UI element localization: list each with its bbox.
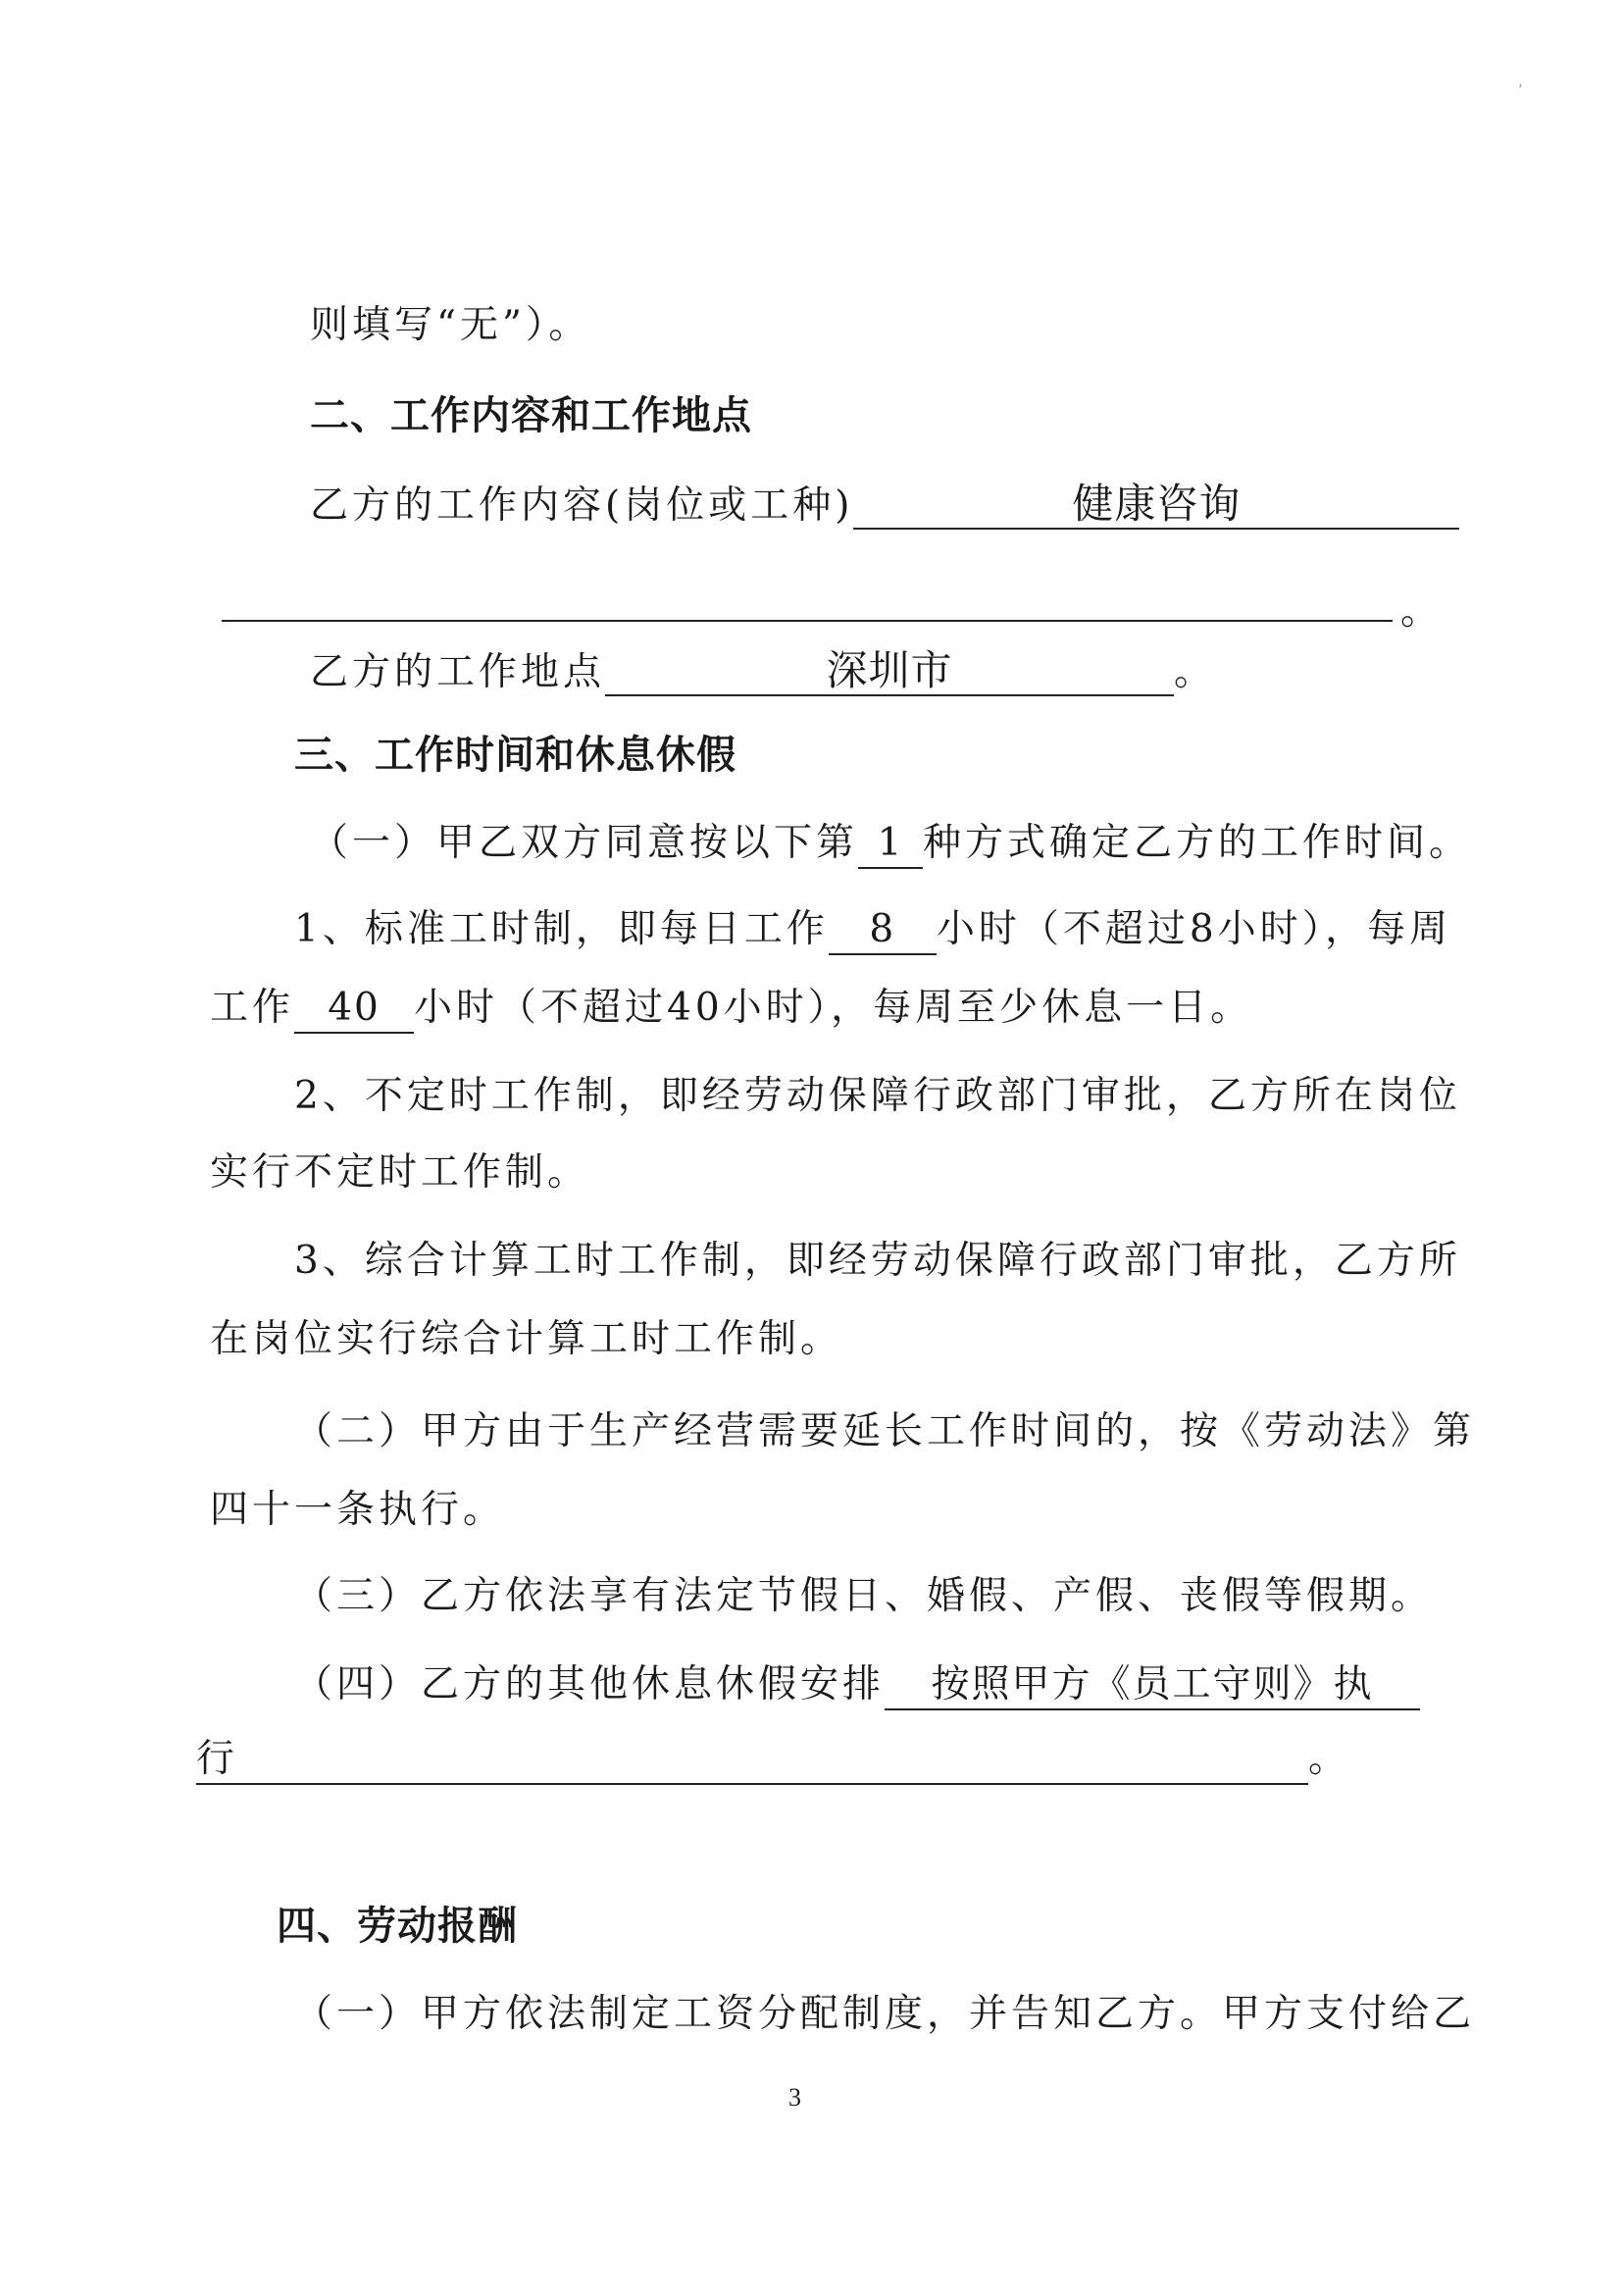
daily-hours-value: 8 — [829, 906, 937, 955]
weekly-hours-value: 40 — [294, 985, 414, 1034]
other-leave-pre: （四）乙方的其他休息休假安排 — [294, 1662, 886, 1706]
standard-hours-line-2 — [210, 985, 1252, 1034]
work-location-line — [310, 647, 1216, 696]
work-content-period: 。 — [1400, 589, 1440, 634]
other-leave-line — [294, 1661, 1420, 1710]
flexible-hours-line-2: 实行不定时工作制。 — [210, 1150, 590, 1195]
weekly-hours-pre: 工作 — [210, 986, 295, 1030]
standard-hours-post: 小时（不超过8小时），每周 — [936, 907, 1452, 951]
work-content-value: 健康咨询 — [853, 481, 1459, 530]
comprehensive-hours-line-1: 3、综合计算工时工作制，即经劳动保障行政部门审批，乙方所 — [294, 1239, 1461, 1283]
comprehensive-hours-line-2: 在岗位实行综合计算工时工作制。 — [210, 1317, 843, 1361]
other-leave-period: 。 — [1308, 1737, 1351, 1781]
work-hours-method-value: 1 — [858, 820, 923, 869]
work-hours-method-post: 种方式确定乙方的工作时间。 — [923, 821, 1472, 865]
intro-line: 则填写“无”）。 — [310, 303, 591, 347]
work-content-line — [310, 481, 1459, 530]
other-leave-value: 按照甲方《员工守则》执 — [885, 1661, 1420, 1710]
page-number: 3 — [788, 2083, 801, 2112]
overtime-line-2: 四十一条执行。 — [210, 1488, 506, 1532]
other-leave-line-2 — [196, 1736, 1350, 1785]
work-location-label: 乙方的工作地点 — [310, 650, 606, 694]
statutory-holidays-line: （三）乙方依法享有法定节假日、婚假、产假、丧假等假期。 — [294, 1574, 1434, 1618]
work-location-value: 深圳市 — [605, 647, 1174, 696]
flexible-hours-line-1: 2、不定时工作制，即经劳动保障行政部门审批，乙方所在岗位 — [294, 1074, 1461, 1118]
section-heading-work-content: 二、工作内容和工作地点 — [310, 393, 752, 438]
work-hours-method-line — [310, 820, 1471, 869]
scan-speck: ‘ — [1518, 82, 1523, 98]
work-location-period: 。 — [1174, 650, 1217, 694]
standard-hours-line-1 — [294, 906, 1451, 955]
other-leave-value-continued: 行 — [196, 1736, 1308, 1785]
standard-hours-pre: 1、标准工时制，即每日工作 — [294, 907, 829, 951]
overtime-line-1: （二）甲方由于生产经营需要延长工作时间的，按《劳动法》第 — [294, 1409, 1476, 1453]
section-heading-work-hours: 三、工作时间和休息休假 — [294, 733, 736, 778]
section-heading-remuneration: 四、劳动报酬 — [277, 1904, 518, 1949]
remuneration-line-1: （一）甲方依法制定工资分配制度，并告知乙方。甲方支付给乙 — [294, 1992, 1476, 2036]
work-content-continuation-rule — [222, 620, 1393, 622]
work-hours-method-pre: （一）甲乙双方同意按以下第 — [310, 821, 859, 865]
weekly-hours-post: 小时（不超过40小时），每周至少休息一日。 — [414, 986, 1253, 1030]
work-content-label: 乙方的工作内容(岗位或工种) — [310, 484, 854, 528]
